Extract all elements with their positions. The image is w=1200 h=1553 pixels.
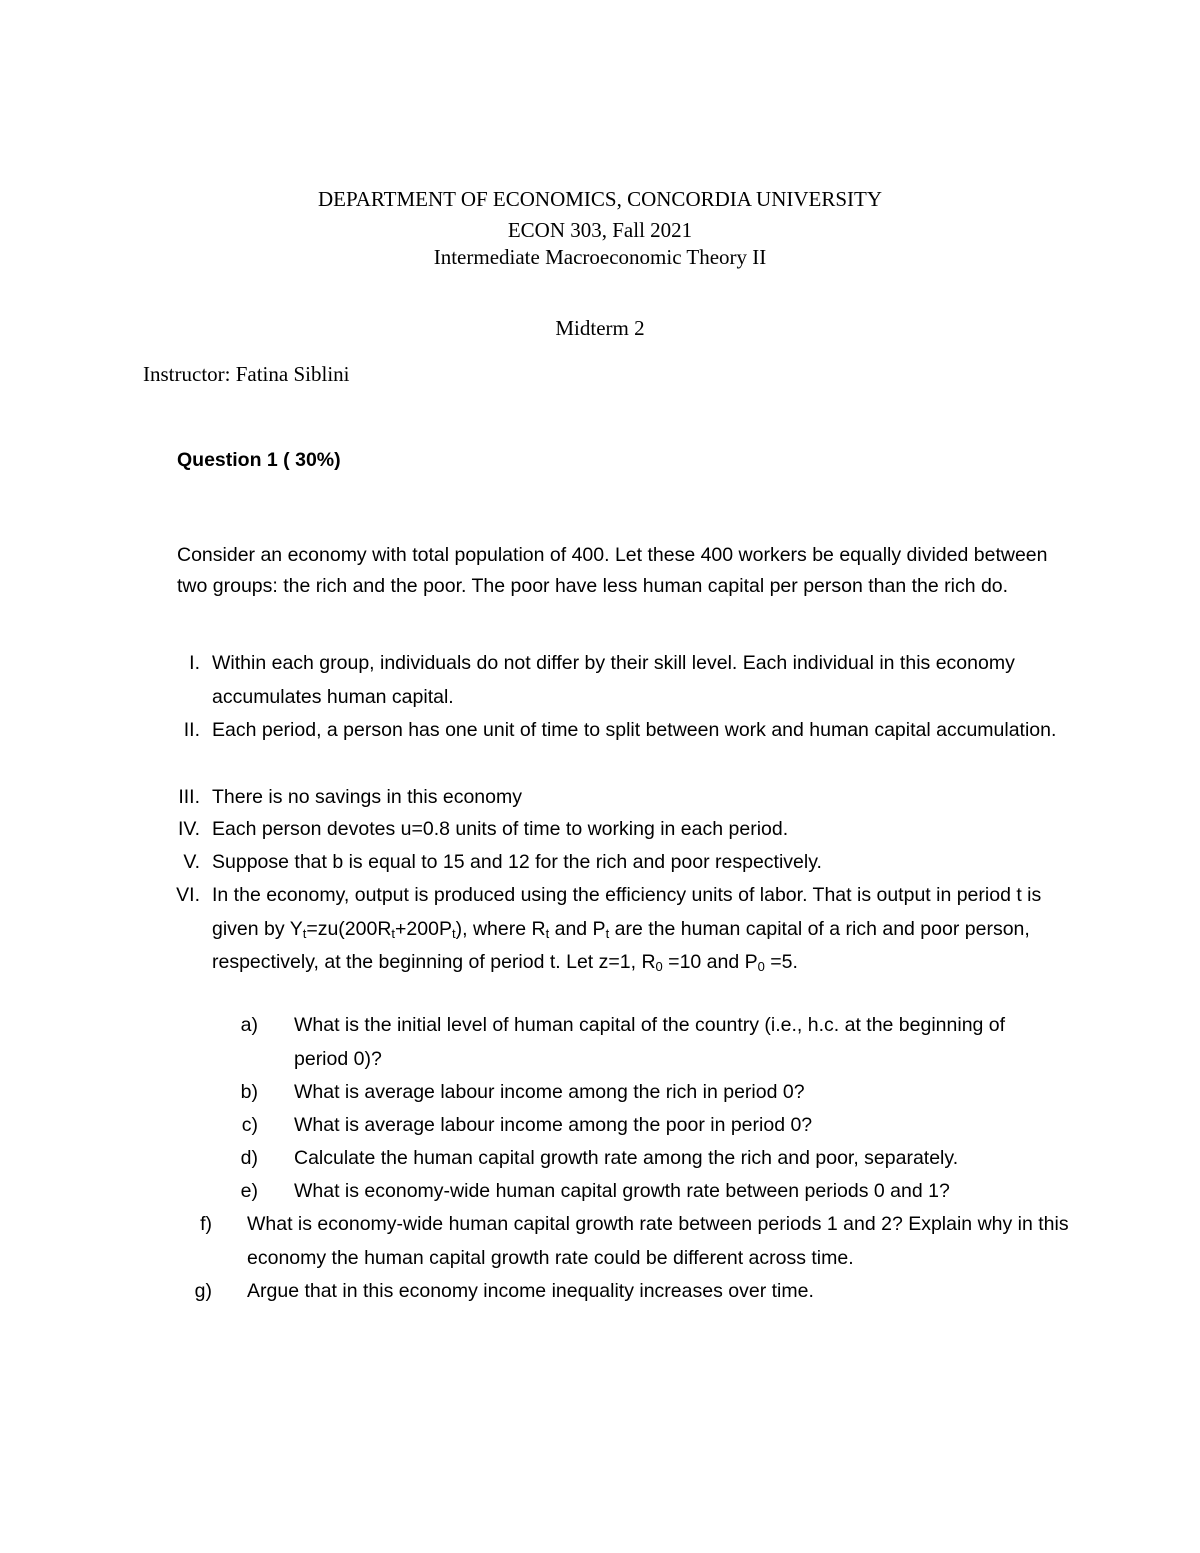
part-marker: d) (240, 1147, 258, 1169)
part-item: What is economy-wide human capital growth rate between periods 1 and 2? Explain why in this economy the human capital growth rate could be different across time. (247, 1213, 1069, 1269)
assumption-item: Each period, a person has one unit of time to split between work and human capital accumulation. (212, 719, 1057, 741)
assumption-marker: I. (189, 652, 200, 674)
assumption-item: Suppose that b is equal to 15 and 12 for the rich and poor respectively. (212, 851, 822, 873)
department-heading: DEPARTMENT OF ECONOMICS, CONCORDIA UNIVERSITY (317, 187, 883, 211)
part-item: What is economy-wide human capital growth rate between periods 0 and 1? (294, 1180, 950, 1202)
part-marker: a) (240, 1014, 258, 1036)
course-title: Intermediate Macroeconomic Theory II (433, 245, 767, 269)
part-marker: c) (241, 1114, 258, 1136)
part-marker: g) (194, 1280, 212, 1302)
part-item: What is the initial level of human capital of the country (i.e., h.c. at the beginning of period 0)? (294, 1014, 1006, 1070)
assumption-marker: IV. (177, 818, 200, 840)
part-item: What is average labour income among the rich in period 0? (294, 1081, 805, 1103)
part-item: Calculate the human capital growth rate among the rich and poor, separately. (294, 1147, 959, 1169)
part-marker: f) (200, 1213, 212, 1235)
assumption-item: Each person devotes u=0.8 units of time to working in each period. (212, 818, 789, 840)
part-marker: b) (240, 1081, 258, 1103)
question-title: Question 1 ( 30%) (177, 449, 341, 471)
assumption-marker: VI. (176, 884, 200, 906)
part-item: Argue that in this economy income inequality increases over time. (247, 1280, 814, 1302)
assumption-marker: II. (183, 719, 200, 741)
question-intro: Consider an economy with total population of 400. Let these 400 workers be equally divided between two groups: the rich and the poor. The poor have less human capital per person than the rich do. (177, 544, 1048, 597)
assumption-item: There is no savings in this economy (212, 786, 522, 808)
assumption-marker: V. (183, 851, 200, 873)
part-marker: e) (240, 1180, 258, 1202)
exam-title: Midterm 2 (555, 316, 645, 340)
instructor-line: Instructor: Fatina Siblini (143, 362, 350, 386)
part-item: What is average labour income among the poor in period 0? (294, 1114, 813, 1136)
course-code: ECON 303, Fall 2021 (507, 218, 693, 242)
assumption-item: Within each group, individuals do not differ by their skill level. Each individual in this economy accumulates human capital. (212, 652, 1015, 708)
assumption-item-output: In the economy, output is produced using the efficiency units of labor. That is output in period t is given by $Y_t=zu(200R_t+200P_t)$, where $R_t$ and $P_t$ are the human capital of a rich and poor person, respectively, at the beginning of period t. Let z=1, $R_0 =10$ and $P_0 =5$. (212, 884, 1042, 974)
assumption-marker: III. (178, 786, 200, 808)
